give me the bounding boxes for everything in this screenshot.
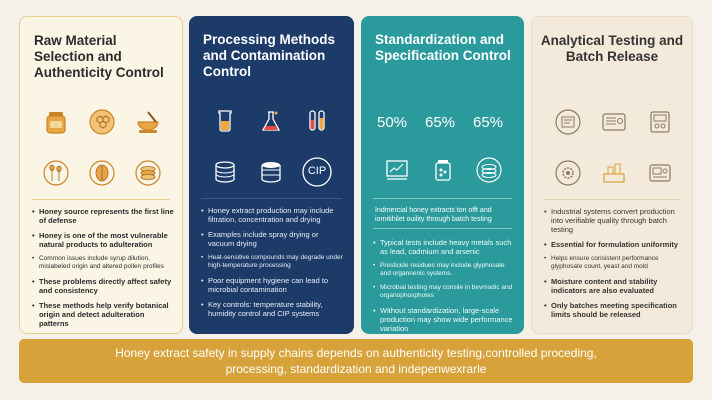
- panel-title: Analytical Testing and Batch Release: [540, 33, 684, 64]
- honey-jar-icon: [42, 108, 70, 136]
- sample-dishes-icon: [134, 159, 162, 187]
- panel-title: Processing Methods and Contamination Control: [203, 32, 336, 79]
- icon-grid: [20, 92, 182, 192]
- banner-text: [19, 345, 693, 377]
- list-item: • Essential for formulation uniformity: [544, 240, 684, 249]
- banner-line-2: processing, standardization and indepenwexrarle: [225, 362, 487, 376]
- list-item: • Typical tests include heavy metals such as lead, cadmium and arsenic: [373, 238, 516, 256]
- panel-processing: [189, 16, 354, 334]
- lab-device-icon: [554, 108, 582, 136]
- percentage-value: 65%: [473, 114, 504, 131]
- beaker-icon: [211, 107, 239, 135]
- instrument-panel-icon: [600, 108, 628, 136]
- list-item: • Common issues include syrup dilution, mislabeled origin and altered pollen profiles: [32, 255, 174, 271]
- percentage-value: 50%: [377, 114, 408, 131]
- list-item: • Microbial testing may consile in bevmodic and organophosphotes: [373, 284, 516, 300]
- list-item: • Honey extract production may include filtration, concentration and drying: [201, 206, 346, 224]
- list-item: • Examples include spray drying or vacuum drying: [201, 230, 346, 248]
- divider: [32, 199, 170, 200]
- list-item: • Presticide residues may include glyphosate and organnenic systems.: [373, 262, 516, 278]
- test-tubes-icon: [303, 107, 331, 135]
- icon-grid: [189, 91, 354, 191]
- list-item: • Helps ensure consistent performance glyphosate count, yeast and mold: [544, 255, 684, 271]
- list-item: • Heat-sensitive compounds may degrade under high-temperature processing: [201, 254, 346, 270]
- list-item: • Only batches meeting specification limits should be released: [544, 301, 684, 319]
- bullet-list: [544, 207, 684, 325]
- bullet-list: [201, 206, 346, 324]
- coil-icon: [211, 158, 239, 186]
- pollen-grain-icon: [88, 159, 116, 187]
- list-item: • Poor equipment hygiene can lead to microbial contamination: [201, 276, 346, 294]
- panel-title: Raw Material Selection and Authenticity Control: [34, 33, 164, 80]
- summary-banner: [19, 339, 693, 383]
- bullet-list: [32, 207, 174, 334]
- list-item: • Industrial systems convert production into verifiable quality through batch testing: [544, 207, 684, 234]
- percentage-value: 65%: [425, 114, 456, 131]
- panel-standardization: [361, 16, 524, 334]
- divider: [201, 198, 342, 199]
- divider: [373, 198, 512, 199]
- cip-badge: [301, 156, 333, 188]
- flask-icon: [257, 107, 285, 135]
- divider: [373, 228, 512, 229]
- analysis-machine-icon: [646, 159, 674, 187]
- list-item: • These methods help verify botanical origin and detect adulteration patterns: [32, 301, 174, 328]
- panel-title: Standardization and Specification Control: [375, 32, 511, 63]
- list-item: • Moisture content and stability indicators are also evaluated: [544, 277, 684, 295]
- production-line-icon: [600, 159, 628, 187]
- divider: [544, 199, 680, 200]
- banner-line-1: Honey extract safety in supply chains depends on authenticity testing,controlled proceding,: [115, 346, 597, 360]
- list-item: • Key controls: temperature stability, humidity control and CIP systems: [201, 300, 346, 318]
- storage-drum-icon: [257, 158, 285, 186]
- analyzer-icon: [646, 108, 674, 136]
- honey-bowl-icon: [134, 108, 162, 136]
- icon-grid: [532, 92, 692, 192]
- intro-text: Indmercial honey extracts ton offt and iornitihilet ouility through batch testing: [375, 207, 492, 223]
- list-item: • Without standardization, large-scale production may show wide performance variation: [373, 306, 516, 333]
- honeycomb-icon: [88, 108, 116, 136]
- panel-analytical-testing: [531, 16, 693, 334]
- botanical-leaf-icon: [42, 159, 70, 187]
- chart-board-icon: [383, 156, 411, 184]
- cip-label: CIP: [307, 165, 327, 177]
- list-item: • These problems directly affect safety and consistency: [32, 277, 174, 295]
- gear-icon: [554, 159, 582, 187]
- icon-grid: [361, 91, 524, 191]
- dish-stack-icon: [475, 156, 503, 184]
- panel-raw-material: [19, 16, 183, 334]
- list-item: • Honey is one of the most vulnerable natural products to adulteration: [32, 231, 174, 249]
- bullet-list: [373, 238, 516, 334]
- list-item: • Honey source represents the first line of defense: [32, 207, 174, 225]
- jar-icon: [429, 156, 457, 184]
